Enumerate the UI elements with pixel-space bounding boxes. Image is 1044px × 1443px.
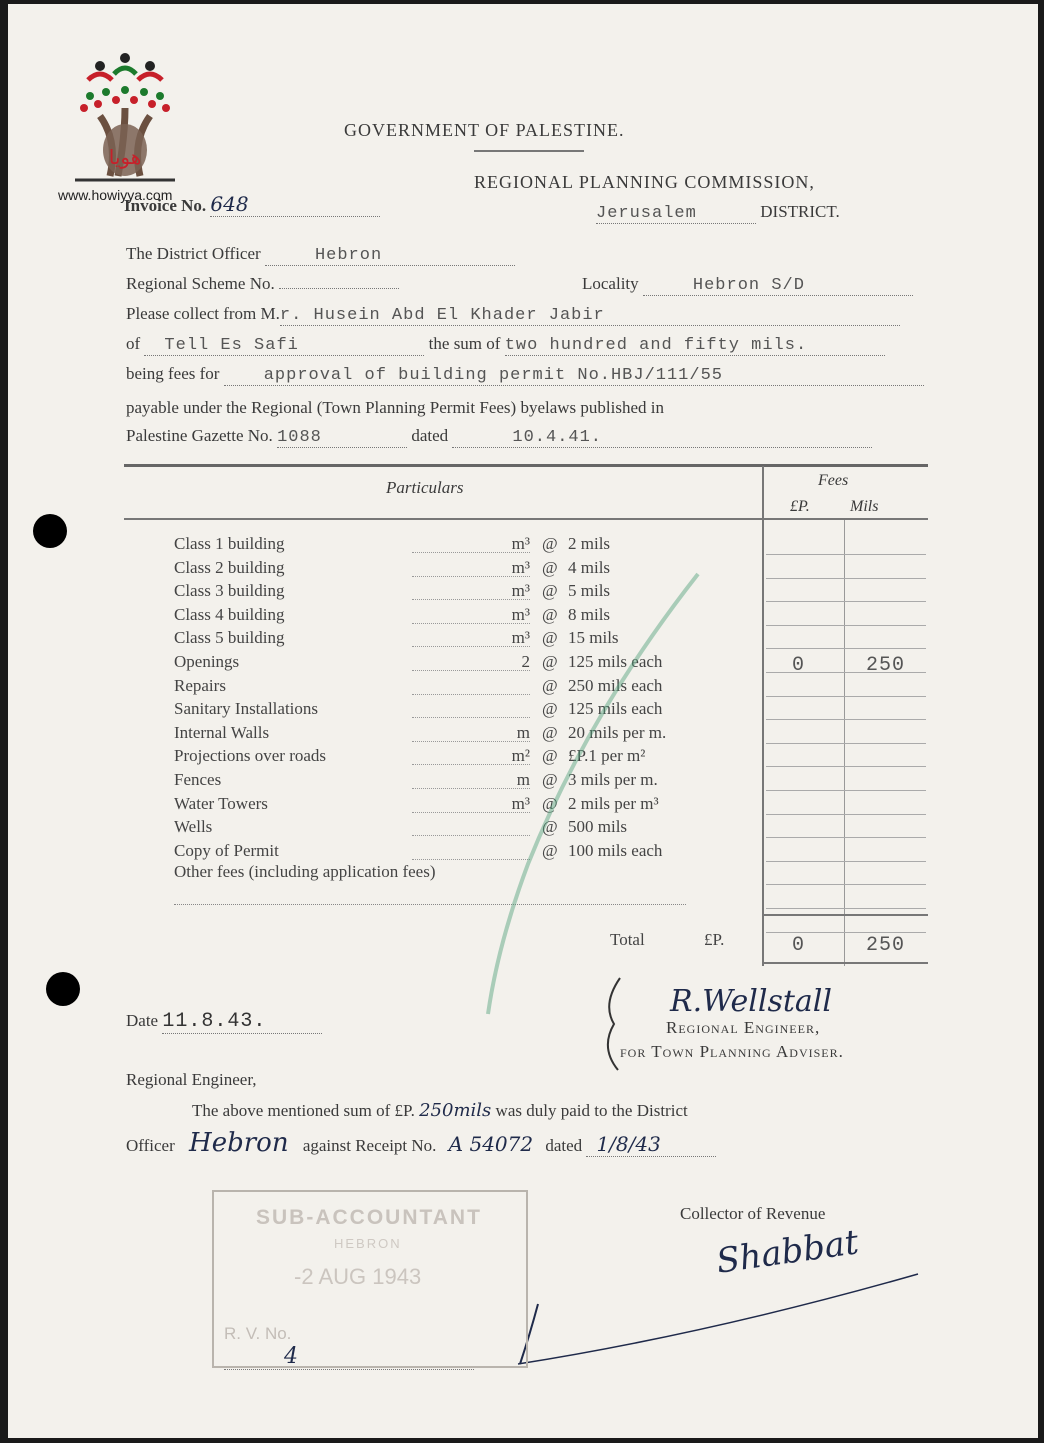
fee-row-rate: 125 mils each	[568, 652, 663, 671]
of-label: of	[126, 334, 141, 353]
fee-row-name: Copy of Permit	[174, 840, 279, 860]
fee-row-rule	[766, 837, 926, 838]
fee-row-name: Repairs	[174, 675, 226, 695]
commission-title: REGIONAL PLANNING COMMISSION,	[474, 172, 815, 192]
receipt-label: against Receipt No.	[302, 1136, 437, 1155]
fee-row-rate: 2 mils per m³	[568, 793, 659, 813]
other-fees-label: Other fees (including application fees)	[174, 862, 436, 881]
fee-row-pounds: 0	[792, 654, 806, 677]
fee-row-rule	[766, 814, 926, 815]
table-header-rule	[124, 518, 928, 520]
officer-label-2: Officer	[126, 1136, 175, 1155]
fee-row-name: Water Towers	[174, 793, 268, 813]
fee-row-rate: 500 mils	[568, 817, 628, 837]
particulars-header: Particulars	[386, 478, 464, 497]
scheme-line	[126, 274, 926, 294]
fee-row-rate: 2 mils	[568, 534, 611, 553]
engineer-signature: R.Wellstall	[670, 984, 832, 1019]
fee-row-at: @	[542, 817, 558, 837]
blank-row-rule	[766, 908, 926, 909]
fee-row-rule	[766, 625, 926, 626]
blank-row-rule	[766, 932, 926, 933]
punch-hole	[33, 514, 67, 548]
fee-row-at: @	[542, 652, 558, 671]
officer-handwritten: Hebron	[189, 1128, 289, 1158]
stamp-rv-value: 4	[224, 1344, 474, 1370]
scheme-value	[279, 288, 399, 289]
total-bottom-rule	[764, 962, 928, 964]
paid-text-1: The above mentioned sum of £P.	[192, 1101, 415, 1120]
fees-line	[126, 364, 924, 386]
payer-name: r. Husein Abd El Khader Jabir	[280, 306, 900, 326]
fee-row-at: @	[542, 557, 558, 577]
sub-accountant-stamp	[212, 1190, 528, 1368]
fee-row-rule	[766, 719, 926, 720]
fee-row-name: Projections over roads	[174, 746, 327, 766]
fee-row-at: @	[542, 699, 558, 719]
invoice-number: 648	[210, 192, 380, 217]
receipt-line	[126, 1128, 716, 1158]
green-marker-stroke	[448, 564, 748, 1024]
sum-label: the sum of	[428, 334, 501, 353]
fees-header: Fees	[818, 472, 849, 489]
title-underline	[474, 150, 584, 152]
fee-row-unit: 2	[412, 652, 530, 671]
fee-row-name: Wells	[174, 817, 213, 837]
fee-row-at: @	[542, 581, 558, 601]
government-title: GOVERNMENT OF PALESTINE.	[344, 120, 625, 140]
howiyya-logo-icon	[70, 46, 180, 186]
fee-row-rule	[766, 743, 926, 744]
fee-row-name: Internal Walls	[174, 722, 270, 742]
fee-row-rate: 8 mils	[568, 604, 611, 624]
fee-row-rule	[766, 601, 926, 602]
fee-row-name: Class 1 building	[174, 534, 285, 553]
fees-value: approval of building permit No.HBJ/111/55	[224, 366, 924, 386]
adviser-title: for Town Planning Adviser.	[620, 1042, 844, 1061]
gazette-value: 1088	[277, 428, 407, 448]
mils-header: Mils	[850, 498, 879, 515]
gazette-label: Palestine Gazette No.	[126, 426, 273, 445]
payment-line	[192, 1100, 688, 1121]
fee-row-name: Class 5 building	[174, 628, 285, 648]
receipt-date: 1/8/43	[586, 1132, 716, 1157]
paid-text-2: was duly paid to the District	[495, 1101, 688, 1120]
collector-signature: Shabbat	[713, 1222, 862, 1282]
invoice-document	[8, 4, 1038, 1438]
fee-row-rule	[766, 766, 926, 767]
fee-row-unit: m³	[412, 794, 530, 813]
blank-row-rule	[766, 884, 926, 885]
fee-row-unit: m²	[412, 746, 530, 765]
district-line	[596, 202, 840, 224]
locality-value: Hebron S/D	[643, 276, 913, 296]
fee-row-name: Sanitary Installations	[174, 699, 319, 719]
collect-line	[126, 304, 900, 326]
fee-row-unit: m	[412, 723, 530, 742]
fee-row-name: Fences	[174, 770, 222, 789]
fee-row-rate: 125 mils each	[568, 699, 663, 719]
fee-row-name: Class 3 building	[174, 581, 285, 601]
fee-row-name: Class 2 building	[174, 557, 285, 577]
website-watermark: www.howiyya.com	[58, 187, 173, 203]
fee-row-rule	[766, 648, 926, 649]
fee-row-at: @	[542, 628, 558, 648]
fee-row-at: @	[542, 675, 558, 695]
dated-label: dated	[411, 426, 449, 445]
fee-row-rule	[766, 578, 926, 579]
of-line	[126, 334, 885, 356]
fee-row-at: @	[542, 534, 558, 553]
invoice-line	[124, 192, 380, 217]
fee-row-unit: m	[412, 770, 530, 789]
stamp-rv-line	[224, 1324, 526, 1370]
fee-row-rate: 4 mils	[568, 557, 611, 577]
scheme-label: Regional Scheme No.	[126, 274, 275, 293]
fee-row-unit: m³	[412, 605, 530, 624]
collect-label: Please collect from M.	[126, 304, 280, 323]
fee-row-rule	[766, 696, 926, 697]
sum-value: two hundred and fifty mils.	[505, 336, 885, 356]
total-currency: £P.	[704, 930, 725, 949]
district-value: Jerusalem	[596, 204, 756, 224]
total-top-rule	[764, 914, 928, 916]
fee-row-rate: 15 mils	[568, 628, 619, 648]
paid-sum: 250mils	[419, 1100, 492, 1121]
district-label: DISTRICT.	[760, 202, 840, 221]
fee-row-name: Openings	[174, 652, 240, 671]
date-line	[126, 1010, 322, 1034]
receipt-number: A 54072	[448, 1132, 534, 1156]
fee-row-at: @	[542, 722, 558, 742]
locality-label: Locality	[582, 274, 639, 293]
fee-row-at: @	[542, 746, 558, 766]
fee-row-rate: £P.1 per m²	[568, 746, 646, 766]
total-pounds: 0	[792, 934, 806, 957]
fees-column-divider	[762, 466, 764, 966]
engineer-title: Regional Engineer,	[666, 1018, 821, 1037]
fees-label: being fees for	[126, 364, 220, 383]
receipt-dated-label: dated	[545, 1136, 583, 1155]
officer-line	[126, 244, 515, 266]
fee-row-at: @	[542, 604, 558, 624]
fee-row-rate: 100 mils each	[568, 840, 663, 860]
fee-row-unit: m³	[412, 534, 530, 553]
fee-row-rule	[766, 790, 926, 791]
date-label: Date	[126, 1011, 159, 1030]
invoice-label: Invoice No.	[124, 196, 207, 215]
gazette-date: 10.4.41.	[452, 428, 872, 448]
regional-engineer-label: Regional Engineer,	[126, 1070, 257, 1089]
officer-value: Hebron	[265, 246, 515, 266]
stamp-line-1: SUB-ACCOUNTANT	[256, 1206, 482, 1229]
fee-row-rate: 20 mils per m.	[568, 722, 667, 742]
fee-row-at: @	[542, 770, 558, 789]
punch-hole	[46, 972, 80, 1006]
fee-row-at: @	[542, 840, 558, 860]
fee-row-rule	[766, 554, 926, 555]
stamp-line-2: HEBRON	[334, 1236, 402, 1251]
fee-row-unit: m³	[412, 581, 530, 600]
gazette-line	[126, 426, 872, 448]
fee-row-rate: 250 mils each	[568, 675, 663, 695]
fee-row-rate: 3 mils per m.	[568, 770, 658, 789]
payable-line: payable under the Regional (Town Planning Permit Fees) byelaws published in	[126, 398, 664, 417]
signature-underline	[508, 1264, 928, 1374]
fee-row-unit: m³	[412, 558, 530, 577]
date-value: 11.8.43.	[162, 1010, 322, 1034]
logo-text: هويا	[108, 145, 142, 169]
collector-label: Collector of Revenue	[680, 1204, 826, 1223]
stamp-date: -2 AUG 1943	[294, 1264, 422, 1289]
fee-row-at: @	[542, 793, 558, 813]
table-top-rule	[124, 464, 928, 467]
fee-row-unit: m³	[412, 628, 530, 647]
officer-label: The District Officer	[126, 244, 261, 263]
fee-row-name: Class 4 building	[174, 604, 285, 624]
pounds-header: £P.	[790, 498, 810, 515]
fee-row-rate: 5 mils	[568, 581, 611, 601]
place-value: Tell Es Safi	[144, 336, 424, 356]
total-label: Total	[610, 930, 645, 949]
total-mils: 250	[866, 934, 906, 957]
fee-row-mils: 250	[866, 654, 906, 677]
stamp-rv-label: R. V. No.	[224, 1324, 292, 1343]
fee-row-rule	[766, 861, 926, 862]
